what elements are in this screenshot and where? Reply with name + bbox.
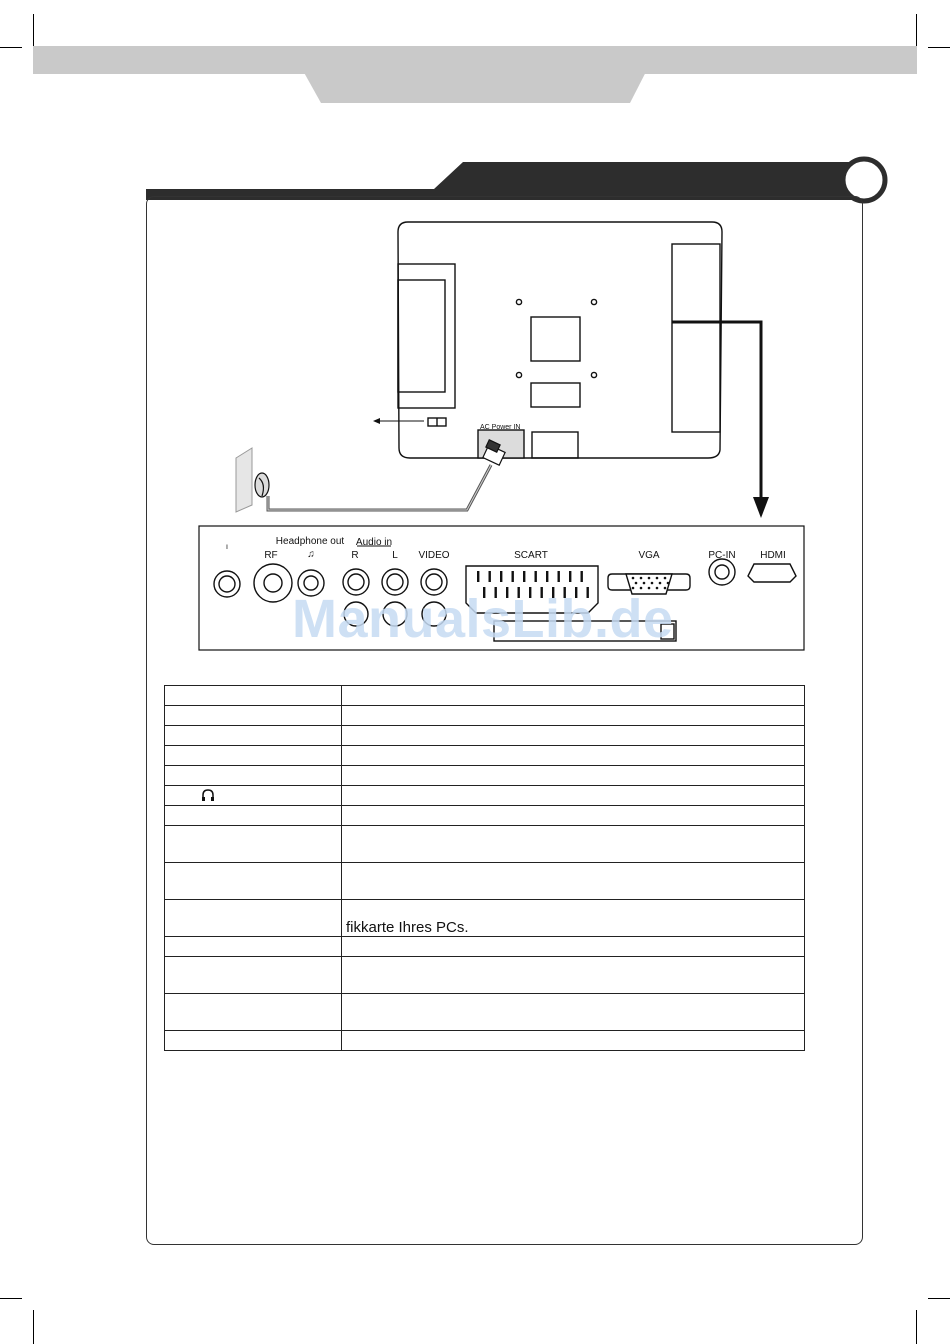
table-row: [165, 937, 805, 957]
vga-pin: [632, 577, 635, 580]
crop-mark-br-h: [928, 1298, 950, 1299]
table-cell: [165, 863, 342, 900]
scart-pin: [523, 571, 525, 582]
audio-l-label: L: [392, 550, 398, 561]
input-tick-label: ı: [225, 542, 229, 551]
pc-in-label: PC-IN: [708, 550, 736, 561]
table-cell: [165, 957, 342, 994]
table-row: [165, 786, 805, 806]
vga-pin: [659, 582, 662, 585]
vga-pin: [643, 582, 646, 585]
vga-pin: [667, 582, 670, 585]
table-row: [165, 686, 805, 706]
table-cell: [165, 826, 342, 863]
table-cell: [342, 726, 805, 746]
headphone-icon: [201, 788, 215, 802]
table-cell: [342, 863, 805, 900]
table-cell: [165, 937, 342, 957]
table-cell: [342, 766, 805, 786]
table-cell: [342, 994, 805, 1031]
scart-pin: [500, 571, 502, 582]
table-row: [165, 957, 805, 994]
table-row: [165, 706, 805, 726]
table-cell: [165, 994, 342, 1031]
headphone-out-label: Headphone out: [275, 536, 345, 547]
vga-pin: [648, 577, 651, 580]
table-cell: [165, 900, 342, 937]
scart-pin: [558, 571, 560, 582]
scart-pin: [581, 571, 583, 582]
rf-label: RF: [264, 550, 278, 561]
scart-label: SCART: [514, 550, 548, 561]
headphone-icon: ♫: [307, 549, 315, 560]
table-row: [165, 826, 805, 863]
vesa-label: [531, 383, 580, 407]
vga-pin: [635, 582, 638, 585]
scart-pin: [489, 571, 491, 582]
hdmi-port: [748, 564, 796, 582]
table-cell: [165, 806, 342, 826]
scart-pin: [512, 571, 514, 582]
table-row: [165, 766, 805, 786]
table-cell: [342, 1031, 805, 1051]
hdmi-label: HDMI: [760, 550, 786, 561]
video-label: VIDEO: [418, 550, 450, 561]
crop-mark-br-v: [916, 1310, 917, 1344]
vga-pin: [664, 577, 667, 580]
connector-table: [164, 685, 805, 1051]
vga-pin: [640, 577, 643, 580]
watermark: ManualsLib.de: [292, 589, 674, 649]
crop-mark-bl-v: [33, 1310, 34, 1344]
ac-power-label: AC Power IN: [480, 424, 521, 431]
vga-label: VGA: [638, 550, 660, 561]
vesa-plate: [531, 317, 580, 361]
scart-pin: [546, 571, 548, 582]
table-cell: [342, 686, 805, 706]
crop-mark-bl-h: [0, 1298, 22, 1299]
scart-pin: [477, 571, 479, 582]
audio-r-label: R: [351, 550, 359, 561]
table-cell: [342, 806, 805, 826]
table-cell: [165, 726, 342, 746]
table-cell: [165, 1031, 342, 1051]
power-cable: [268, 465, 491, 510]
table-cell: [165, 746, 342, 766]
table-cell: fikkarte Ihres PCs.: [342, 900, 805, 937]
table-cell: [342, 937, 805, 957]
table-cell: [342, 786, 805, 806]
scart-pin: [535, 571, 537, 582]
table-cell: [342, 746, 805, 766]
table-row: [165, 863, 805, 900]
wall-outlet: [236, 448, 252, 512]
vga-pin: [656, 577, 659, 580]
table-row: [165, 994, 805, 1031]
table-row: [165, 726, 805, 746]
table-cell: [342, 706, 805, 726]
table-cell: [342, 826, 805, 863]
audio-in-label: Audio in: [355, 537, 393, 548]
table-row: [165, 806, 805, 826]
vga-pin: [651, 582, 654, 585]
tv-button-block: [532, 432, 578, 458]
table-row: [165, 1031, 805, 1051]
table-row: [165, 746, 805, 766]
table-cell: [342, 957, 805, 994]
table-cell: [165, 686, 342, 706]
table-cell: [165, 706, 342, 726]
scart-pin: [569, 571, 571, 582]
tv-side-panel: [672, 244, 720, 432]
table-row: [165, 900, 805, 937]
connector-callout-arrow: [672, 322, 761, 500]
table-cell: [165, 786, 342, 806]
tv-left-bracket: [398, 264, 455, 408]
table-cell: [165, 766, 342, 786]
